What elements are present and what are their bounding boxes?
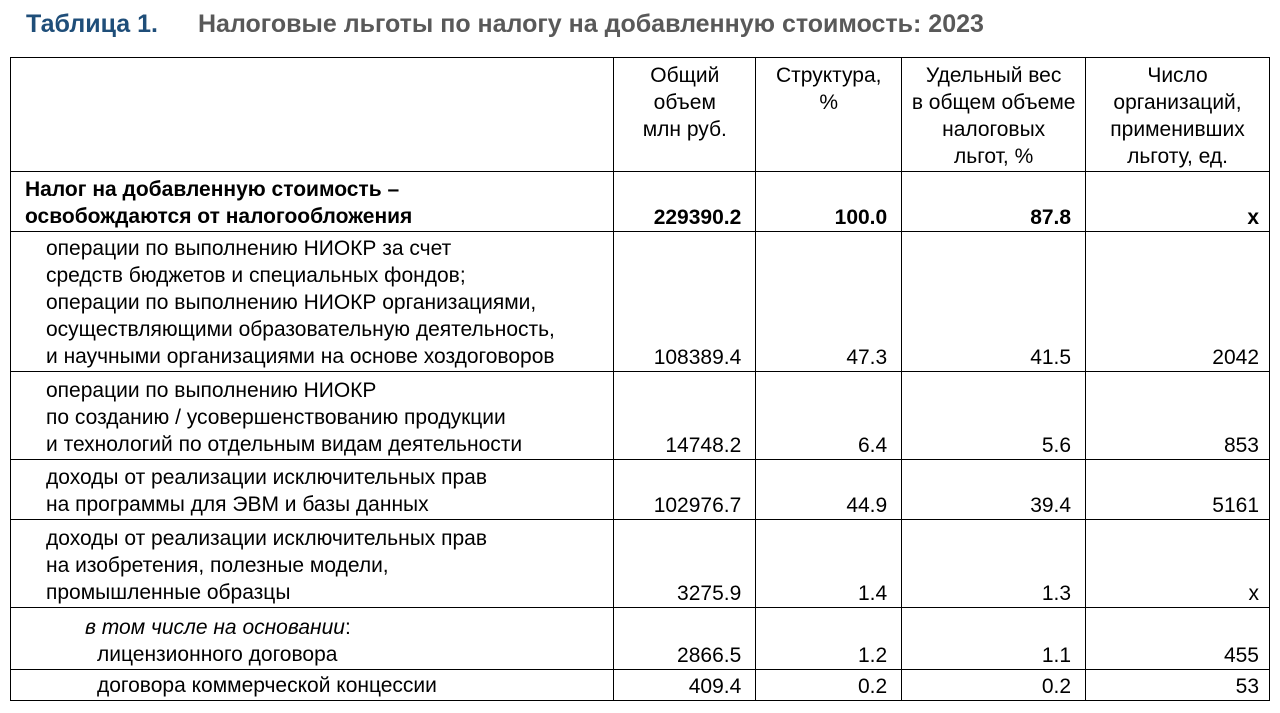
table-row bbox=[11, 608, 1270, 670]
header-orgs: Число организаций, применивших льготу, ед. bbox=[1086, 58, 1270, 172]
row-prefix: в том числе на основании bbox=[85, 616, 345, 639]
cell-structure: 0.2 bbox=[756, 670, 902, 701]
row-label: доходы от реализации исключительных прав на программы для ЭВМ и базы данных bbox=[11, 460, 614, 520]
table-row bbox=[11, 520, 1270, 608]
table-row bbox=[11, 460, 1270, 520]
table-row bbox=[11, 670, 1270, 701]
table-header-row bbox=[11, 58, 1270, 172]
cell-volume: 2866.5 bbox=[614, 608, 756, 670]
cell-volume: 14748.2 bbox=[614, 372, 756, 460]
table-number: Таблица 1. bbox=[26, 10, 158, 38]
cell-structure: 44.9 bbox=[756, 460, 902, 520]
cell-volume: 3275.9 bbox=[614, 520, 756, 608]
cell-orgs: 455 bbox=[1086, 608, 1270, 670]
table-title bbox=[26, 10, 984, 44]
cell-weight: 0.2 bbox=[902, 670, 1086, 701]
cell-structure: 6.4 bbox=[756, 372, 902, 460]
cell-weight: 39.4 bbox=[902, 460, 1086, 520]
cell-weight: 87.8 bbox=[902, 172, 1086, 232]
tax-benefits-table bbox=[10, 57, 1270, 701]
header-volume: Общий объем млн руб. bbox=[614, 58, 756, 172]
header-weight: Удельный вес в общем объеме налоговых льгот, % bbox=[902, 58, 1086, 172]
table-caption: Налоговые льготы по налогу на добавленную стоимость: 2023 bbox=[198, 10, 984, 38]
cell-weight: 41.5 bbox=[902, 232, 1086, 372]
row-label: операции по выполнению НИОКР по созданию / усовершенствованию продукции и технологий по отдельным видам деятельности bbox=[11, 372, 614, 460]
table-row bbox=[11, 232, 1270, 372]
cell-orgs: х bbox=[1086, 172, 1270, 232]
cell-weight: 1.3 bbox=[902, 520, 1086, 608]
cell-volume: 102976.7 bbox=[614, 460, 756, 520]
cell-weight: 1.1 bbox=[902, 608, 1086, 670]
header-empty bbox=[11, 58, 614, 172]
cell-structure: 1.4 bbox=[756, 520, 902, 608]
row-label: Налог на добавленную стоимость – освобождаются от налогообложения bbox=[11, 172, 614, 232]
row-label: в том числе на основании: лицензионного договора bbox=[11, 608, 614, 670]
cell-structure: 100.0 bbox=[756, 172, 902, 232]
cell-structure: 1.2 bbox=[756, 608, 902, 670]
cell-orgs: 5161 bbox=[1086, 460, 1270, 520]
cell-volume: 409.4 bbox=[614, 670, 756, 701]
cell-volume: 229390.2 bbox=[614, 172, 756, 232]
cell-structure: 47.3 bbox=[756, 232, 902, 372]
cell-orgs: 2042 bbox=[1086, 232, 1270, 372]
row-label: договора коммерческой концессии bbox=[11, 670, 614, 701]
cell-weight: 5.6 bbox=[902, 372, 1086, 460]
table-row-vat-total bbox=[11, 172, 1270, 232]
cell-volume: 108389.4 bbox=[614, 232, 756, 372]
cell-orgs: 53 bbox=[1086, 670, 1270, 701]
row-label: операции по выполнению НИОКР за счет средств бюджетов и специальных фондов; операции по выполнению НИОКР организациями, осуществляющими образовательную деятельность, и научными организациями на основе хоздоговоров bbox=[11, 232, 614, 372]
cell-orgs: х bbox=[1086, 520, 1270, 608]
table-row bbox=[11, 372, 1270, 460]
header-structure: Структура, % bbox=[756, 58, 902, 172]
row-label: доходы от реализации исключительных прав на изобретения, полезные модели, промышленные образцы bbox=[11, 520, 614, 608]
cell-orgs: 853 bbox=[1086, 372, 1270, 460]
